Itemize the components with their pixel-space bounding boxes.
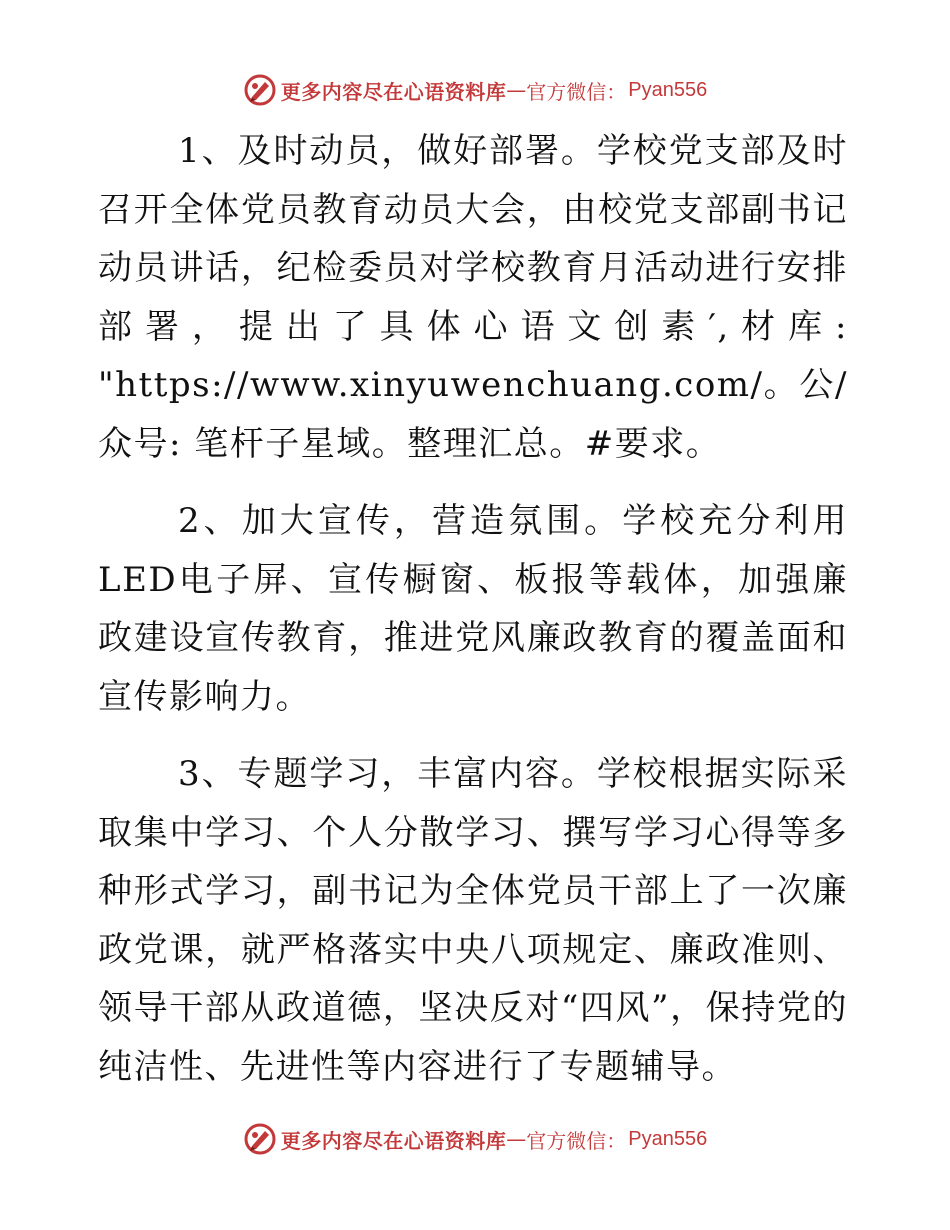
footer-wechat-label: 官方微信： bbox=[526, 1128, 627, 1153]
header-site-name: 更多内容尽在心语资料库 bbox=[280, 79, 507, 104]
footer-dash: — bbox=[506, 1127, 527, 1151]
header-banner bbox=[0, 70, 950, 110]
header-wechat-id: Pyan556 bbox=[628, 78, 708, 101]
header-dash: — bbox=[506, 78, 527, 102]
paragraph-3: 3、专题学习，丰富内容。学校根据实际采取集中学习、个人分散学习、撰写学习心得等多种形式学习，副书记为全体党员干部上了一次廉政党课，就严格落实中央八项规定、廉政准则、领导干部从政道德，坚决反对“四风”，保持党的纯洁性、先进性等内容进行了专题辅导。 bbox=[98, 754, 848, 1087]
paragraph-1: 1、及时动员，做好部署。学校党支部及时召开全体党员教育动员大会，由校党支部副书记动员讲话，纪检委员对学校教育月活动进行安排部署，提出了具体心语文创素′,材库: "https://www.xinyuwenchuang.com/。公/众号: 笔杆子星域。整理汇总。#要求。 bbox=[98, 131, 848, 464]
footer-banner bbox=[0, 1119, 950, 1159]
brand-logo-icon bbox=[243, 1122, 277, 1156]
brand-logo-icon bbox=[243, 73, 277, 107]
footer-site-name: 更多内容尽在心语资料库 bbox=[280, 1128, 507, 1153]
header-wechat-label: 官方微信： bbox=[526, 79, 627, 104]
paragraph-2: 2、加大宣传，营造氛围。学校充分利用LED电子屏、宣传橱窗、板报等载体，加强廉政建设宣传教育，推进党风廉政教育的覆盖面和宣传影响力。 bbox=[98, 501, 848, 717]
document-body bbox=[98, 122, 848, 1096]
footer-wechat-id: Pyan556 bbox=[628, 1127, 708, 1150]
